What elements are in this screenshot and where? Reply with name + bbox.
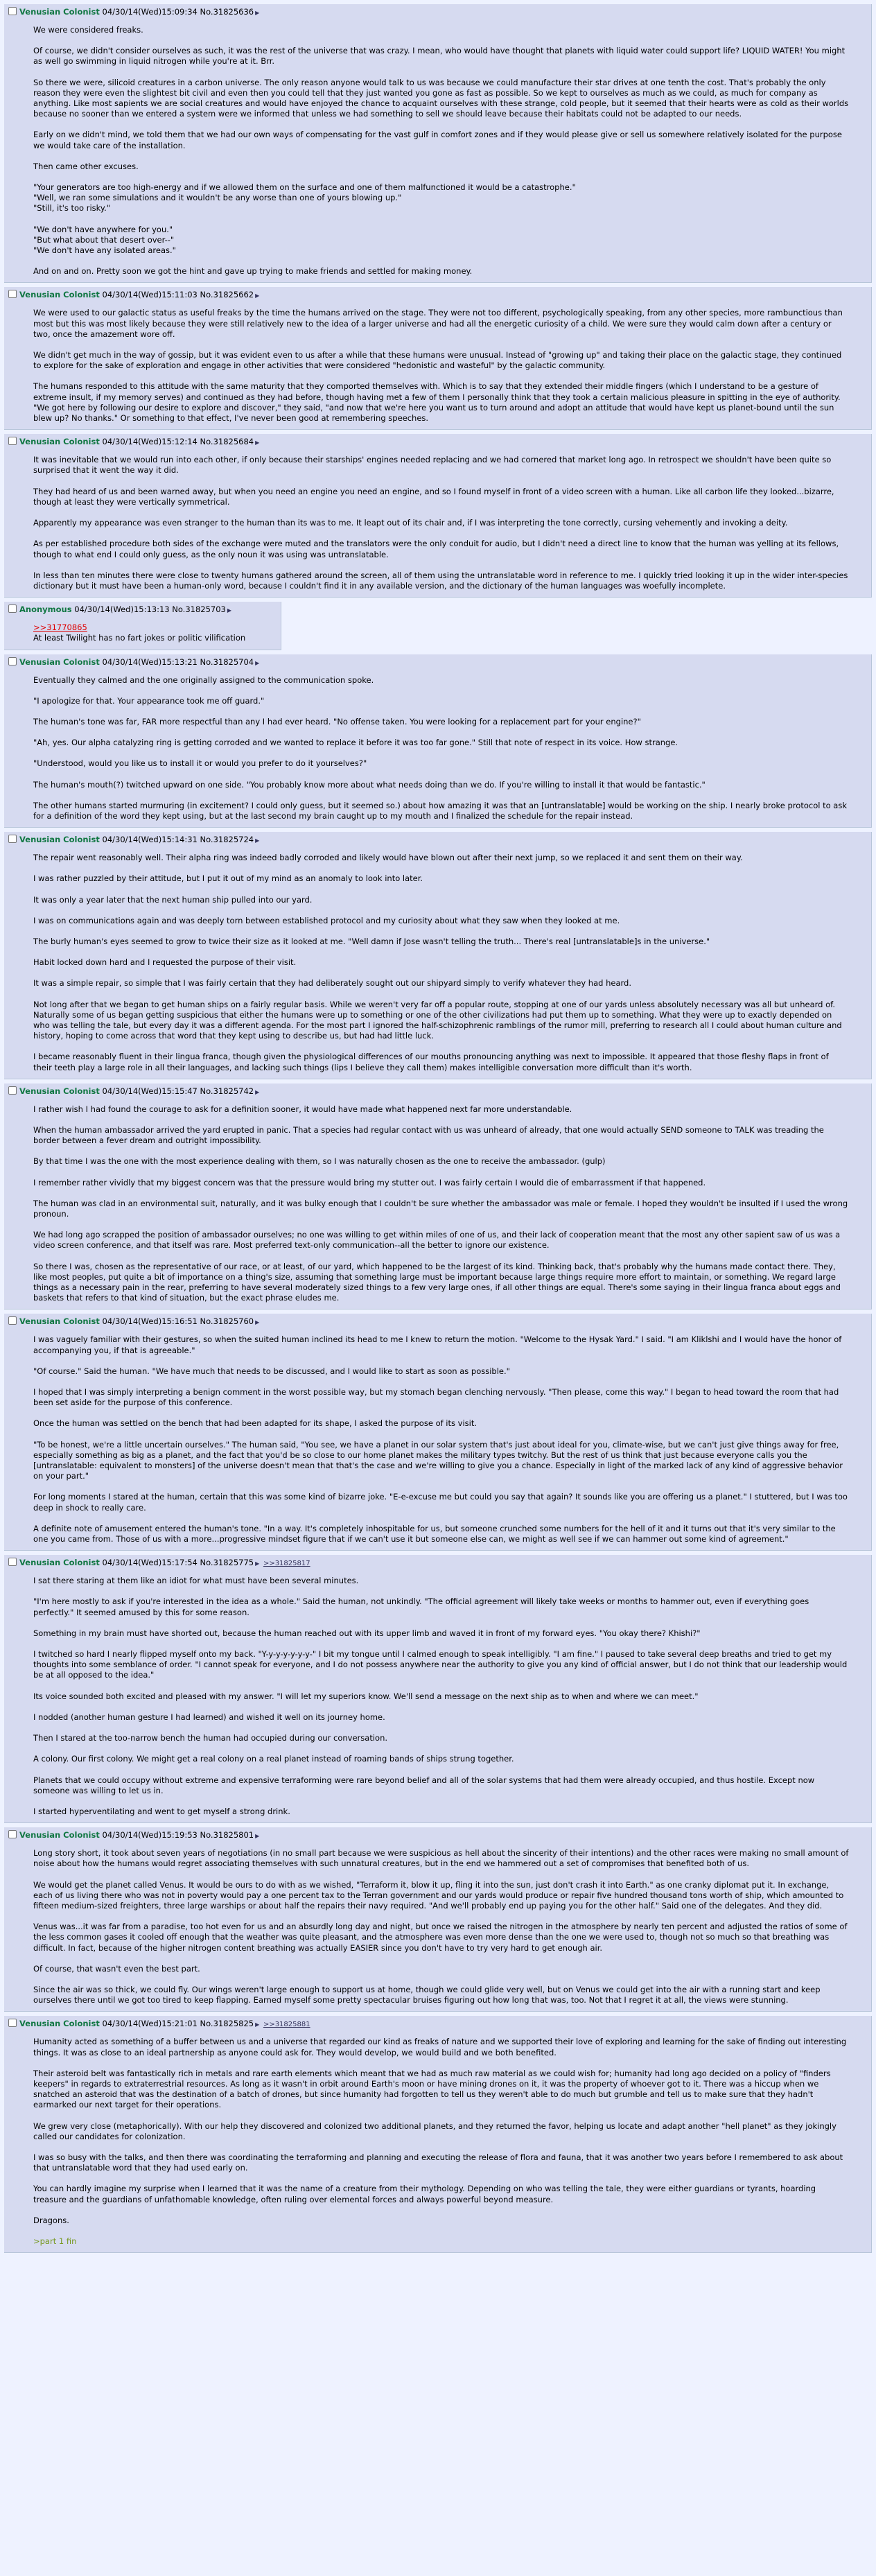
- message-paragraph: "I'm here mostly to ask if you're interested in the idea as a whole." Said the human, not unkindly. "The official agreement will likely take weeks or months to hammer out, even if everything goes perfectly." It seemed amused by this for some reason.: [33, 1596, 809, 1617]
- message-paragraph: Long story short, it took about seven years of negotiations (in no small part because we were suspicious as hell about the sincerity of their intentions) and the other races were making no small amount of noise about how the humans would regret associating themselves with such unnatural creatures, but in the end we hammered out a set of compromises that benefited both of us.: [33, 1848, 849, 1869]
- post-header: [8, 1830, 866, 1841]
- message-paragraph: "I apologize for that. Your appearance took me off guard.": [33, 695, 265, 706]
- message-paragraph: We had long ago scrapped the position of ambassador ourselves; no one was willing to get within miles of one of us, and their lack of cooperation meant that the most any other sapient saw of us was a video screen conference, and that itself was rare. Most preferred text-only communication--all the better to ignore our existence.: [33, 1230, 841, 1251]
- post-number[interactable]: No.31825801: [200, 1830, 254, 1840]
- post-checkbox[interactable]: [8, 437, 17, 445]
- post-menu-arrow-icon[interactable]: ▶: [255, 440, 260, 446]
- post-menu-arrow-icon[interactable]: ▶: [255, 1833, 260, 1840]
- post-datetime: 04/30/14(Wed)15:11:03: [102, 290, 198, 300]
- message-paragraph: For long moments I stared at the human, certain that this was some kind of bizarre joke. "E-e-excuse me but could you say that again? It sounds like you are offering us a planet." I stuttered, but I was too deep in shock to really care.: [33, 1492, 848, 1513]
- message-paragraph: I was rather puzzled by their attitude, but I put it out of my mind as an anomaly to look into later.: [33, 873, 423, 884]
- poster-name: Venusian Colonist: [19, 7, 100, 17]
- poster-name: Venusian Colonist: [19, 1086, 100, 1096]
- poster-name: Venusian Colonist: [19, 1316, 100, 1327]
- post-message: [33, 1576, 849, 1817]
- post-datetime: 04/30/14(Wed)15:13:21: [102, 656, 198, 667]
- post: [4, 1314, 872, 1551]
- post-checkbox[interactable]: [8, 1086, 17, 1095]
- poster-name: Anonymous: [19, 604, 72, 615]
- post-datetime: 04/30/14(Wed)15:13:13: [74, 604, 170, 615]
- message-paragraph: And on and on. Pretty soon we got the hint and gave up trying to make friends and settled for making money.: [33, 266, 473, 277]
- post-checkbox[interactable]: [8, 290, 17, 298]
- post-message: [33, 623, 259, 643]
- post-header: [8, 1558, 866, 1569]
- poster-name: Venusian Colonist: [19, 437, 100, 447]
- message-paragraph: They had heard of us and been warned away, but when you need an engine you need an engine, and so I found myself in front of a video screen with a human. Like all carbon life they looked...bizarre, though at least they were vertically symmetrical.: [33, 486, 834, 507]
- message-paragraph: I was vaguely familiar with their gestures, so when the suited human inclined its head to me I knew to return the motion. "Welcome to the Hysak Yard." I said. "I am Kliklshi and I would have the honor of accompanying you, if that is agreeable.": [33, 1334, 842, 1355]
- post-header: [8, 1316, 866, 1328]
- message-paragraph: Apparently my appearance was even stranger to the human than its was to me. It leapt out of its chair and, if I was interpreting the tone correctly, cursing vehemently and invoking a deity.: [33, 518, 788, 528]
- message-paragraph: I rather wish I had found the courage to ask for a definition sooner, it would have made what happened next far more understandable.: [33, 1104, 572, 1114]
- message-paragraph: It was inevitable that we would run into each other, if only because their starships' engines needed replacing and we had cornered that market long ago. In retrospect we shouldn't have been quite so surprised that it went the way it did.: [33, 455, 832, 476]
- message-paragraph: The human's mouth(?) twitched upward on one side. "You probably know more about what needs doing than we do. If you're willing to install it that would be fantastic.": [33, 779, 706, 790]
- message-paragraph: When the human ambassador arrived the yard erupted in panic. That a species had regular contact with us was unheard of already, that one would actually SEND someone to TALK was treading the border between a fever dream and outright impossibility.: [33, 1124, 824, 1146]
- post: [4, 654, 872, 828]
- message-paragraph: We would get the planet called Venus. It would be ours to do with as we wished, "Terraform it, blow it up, fling it into the sun, just don't crash it into Earth." as one cranky diplomat put it. In exchange, each of us living there who was not in poverty would pay a one percent tax to the Terran government and our yards would produce or repair five hundred thousand tons worth of ship, which amounted to fifteen medium-sized freighters, three large warships or about half the repairs their navy required. "And we'll probably end up paying you for the other half." Said one of the delegates. And they did.: [33, 1879, 844, 1911]
- message-paragraph: "Understood, would you like us to install it or would you prefer to do it yourselves?": [33, 758, 367, 769]
- message-paragraph: So there I was, chosen as the representative of our race, or at least, of our yard, which happened to be the largest of its kind. Thinking back, that's probably why the humans made contact there. They, like most peoples, put quite a bit of importance on a thing's size, assuming that something large must be important because large things require more effort to maintain, or something. We regard large things as a necessary pain in the rear, preferring to have several moderately sized things to a few very large ones, if all other things are equal. There's some saying in their lingua franca about eggs and baskets that refers to that kind of situation, but the exact phrase eludes me.: [33, 1261, 841, 1303]
- post-menu-arrow-icon[interactable]: ▶: [255, 293, 260, 299]
- post-header: [8, 657, 866, 668]
- message-paragraph: I hoped that I was simply interpreting a benign comment in the worst possible way, but my stomach began clenching nervously. "Then please, come this way." I began to head toward the room that had been set aside for the purpose of this conference.: [33, 1387, 839, 1408]
- post-menu-arrow-icon[interactable]: ▶: [255, 659, 260, 666]
- message-paragraph: In less than ten minutes there were close to twenty humans gathered around the screen, all of them using the untranslatable word in reference to me. I quickly tried looking it up in the wider inter-species dictionary but it must have been a human-only word, because I couldn't find it in any available version, and the dictionary of the human languages was woefully incomplete.: [33, 570, 848, 591]
- message-paragraph: The burly human's eyes seemed to grow to twice their size as it looked at me. "Well damn if Jose wasn't telling the truth... There's real [untranslatable]s in the universe.": [33, 936, 710, 946]
- post: [4, 832, 872, 1079]
- post-header: [8, 290, 866, 301]
- post: [4, 434, 872, 598]
- poster-name: Venusian Colonist: [19, 656, 100, 667]
- quote-line: [33, 623, 259, 633]
- message-paragraph: Not long after that we began to get human ships on a fairly regular basis. While we weren't very far off a popular route, stopping at one of our yards unless absolutely necessary was all but unheard of. Naturally some of us began getting suspicious that either the humans were up to something or one of the other civilizations had put them up to something. What they were up to exactly depended on who was telling the tale, but every day it was a different agenda. For the most part I ignored the half-schizophrenic ramblings of the rumor mill, preferring to research all I could about human culture and history, hoping to come across that word that they kept using to describe us, but had had little luck.: [33, 999, 842, 1041]
- post-message: [33, 853, 849, 1073]
- message-paragraph: Planets that we could occupy without extreme and expensive terraforming were rare beyond belief and all of the solar systems that had them were already occupied, and thus hostile. Except now someone was willing to let us in.: [33, 1775, 815, 1795]
- post-menu-arrow-icon[interactable]: ▶: [255, 1088, 260, 1095]
- poster-name: Venusian Colonist: [19, 2019, 100, 2029]
- post-number[interactable]: No.31825825: [200, 2019, 254, 2029]
- post-number[interactable]: No.31825775: [200, 1558, 254, 1568]
- message-paragraph: Dragons.: [33, 2215, 69, 2225]
- message-paragraph: It was a simple repair, so simple that I was fairly certain that they had deliberately sought out our shipyard simply to verify whatever they had heard.: [33, 978, 631, 989]
- post-message: [33, 308, 849, 424]
- post-message: [33, 1104, 849, 1304]
- post-menu-arrow-icon[interactable]: ▶: [255, 1319, 260, 1326]
- post-number[interactable]: No.31825760: [200, 1316, 254, 1327]
- message-paragraph: A definite note of amusement entered the human's tone. "In a way. It's completely inhospitable for us, but someone crunched some numbers for the hell of it and it turns out that it's very similar to the one you came from. Those of us with a more...progressive mindset figure that if we can't use it but someone else can, we might as well see if we can hammer out some kind of agreement.": [33, 1523, 836, 1544]
- message-paragraph: The repair went reasonably well. Their alpha ring was indeed badly corroded and likely would have blown out after their next jump, so we replaced it and sent them on their way.: [33, 853, 743, 863]
- message-paragraph: So there we were, silicoid creatures in a carbon universe. The only reason anyone would talk to us was because we could manufacture their star drives at one tenth the cost. That's probably the only reason they were even the slightest bit civil and even then you could tell that they just wanted you gone as fast as possible. So we kept to ourselves as much as we could, as much for company as anything. Like most sapients we are social creatures and would have enjoyed the chance to acquaint ourselves with these strange, cold people, but it seemed that their hearts were as cold as their worlds because no sooner than we entered a system were we informed that unless we had something to sell we should leave because their habitats could not be adapted to our needs.: [33, 77, 849, 119]
- post-checkbox[interactable]: [8, 1316, 17, 1325]
- greentext-line: >part 1 fin: [33, 2236, 77, 2246]
- post-datetime: 04/30/14(Wed)15:21:01: [102, 2019, 198, 2029]
- post-header: [8, 835, 866, 846]
- post-number[interactable]: No.31825662: [200, 290, 254, 300]
- message-paragraph: I nodded (another human gesture I had learned) and wished it well on its journey home.: [33, 1712, 385, 1722]
- backlink[interactable]: >>31825817: [263, 1560, 310, 1568]
- message-paragraph: I became reasonably fluent in their lingua franca, though given the physiological differences of our mouths pronouncing anything was next to impossible. It appeared that those fleshy flaps in front of their teeth play a large role in all their languages, and lacking such things (lips I believe they call them) makes intelligible conversation more difficult than it's worth.: [33, 1052, 829, 1072]
- post: [4, 602, 281, 650]
- post-datetime: 04/30/14(Wed)15:17:54: [102, 1558, 198, 1568]
- poster-name: Venusian Colonist: [19, 1830, 100, 1840]
- message-paragraph: At least Twilight has no fart jokes or politic vilification: [33, 633, 246, 643]
- post: [4, 287, 872, 430]
- post-menu-arrow-icon[interactable]: ▶: [255, 837, 260, 844]
- message-paragraph: Of course, we didn't consider ourselves as such, it was the rest of the universe that was crazy. I mean, who would have thought that planets with liquid water could support life? LIQUID WATER! You might as well go swimming in liquid nitrogen while you're at it. Brr.: [33, 46, 846, 67]
- post-datetime: 04/30/14(Wed)15:14:31: [102, 835, 198, 845]
- message-paragraph: I was so busy with the talks, and then there was coordinating the terraforming and planning and executing the release of flora and fauna, that it was another two years before I remembered to ask about that untranslatable word that they had used early on.: [33, 2152, 843, 2173]
- post-checkbox[interactable]: [8, 835, 17, 843]
- message-paragraph: I twitched so hard I nearly flipped myself onto my back. "Y-y-y-y-y-y-y-" I bit my tongue until I calmed enough to speak intelligibly. "I am fine." I paused to take several deep breaths and tried to get my thoughts into some semblance of order. "I cannot speak for everyone, and I do not possess anywhere near the authority to give you any kind of official answer, but I do not think that our leadership would be at all opposed to the idea.": [33, 1649, 848, 1680]
- message-paragraph: Once the human was settled on the bench that had been adapted for its shape, I asked the purpose of its visit.: [33, 1418, 478, 1429]
- post: [4, 1084, 872, 1310]
- post: [4, 4, 872, 283]
- post-header: [8, 604, 275, 616]
- post-menu-arrow-icon[interactable]: ▶: [255, 2021, 260, 2028]
- message-paragraph: Its voice sounded both excited and pleased with my answer. "I will let my superiors know. We'll send a message on the next ship as to when and where we can meet.": [33, 1691, 699, 1701]
- post-checkbox[interactable]: [8, 604, 17, 613]
- post-menu-arrow-icon[interactable]: ▶: [227, 607, 232, 614]
- message-paragraph: Of course, that wasn't even the best part.: [33, 1963, 200, 1974]
- message-paragraph: Venus was...it was far from a paradise, too hot even for us and an absurdly long day and night, but once we raised the nitrogen in the atmosphere by nearly ten percent and adjusted the ratios of some of the less common gases it cooled off enough that the weather was quite pleasant, and the atmosphere was even more dense than the one we were used to, though not so much so that breathing was difficult. In fact, because of the higher nitrogen content breathing was actually EASIER since you don't have to try very hard to get enough air.: [33, 1922, 848, 1953]
- post-number[interactable]: No.31825724: [200, 835, 254, 845]
- message-paragraph: I remember rather vividly that my biggest concern was that the pressure would bring my stutter out. I was fairly certain I would die of embarrassment if that happened.: [33, 1177, 706, 1187]
- message-paragraph: I was on communications again and was deeply torn between established protocol and my curiosity about what they saw when they looked at me.: [33, 915, 620, 925]
- message-paragraph: I sat there staring at them like an idiot for what must have been several minutes.: [33, 1576, 359, 1586]
- message-paragraph: "Your generators are too high-energy and if we allowed them on the surface and one of them malfunctioned it would be a catastrophe." "Well, we ran some simulations and it wouldn't be any worse than one of yours blowing up." "Still, it's too risky.": [33, 182, 576, 214]
- post-number[interactable]: No.31825684: [200, 437, 254, 447]
- message-paragraph: We grew very close (metaphorically). With our help they discovered and colonized two additional planets, and they returned the favor, helping us locate and adapt another "hell planet" as they jokingly called our candidates for colonization.: [33, 2121, 836, 2141]
- post-checkbox[interactable]: [8, 657, 17, 665]
- message-paragraph: Habit locked down hard and I requested the purpose of their visit.: [33, 957, 297, 968]
- post-number[interactable]: No.31825703: [172, 604, 226, 615]
- post-message: [33, 1334, 849, 1544]
- post-header: [8, 7, 866, 18]
- post-checkbox[interactable]: [8, 7, 17, 15]
- post: [4, 2016, 872, 2253]
- message-paragraph: Early on we didn't mind, we told them that we had our own ways of compensating for the vast gulf in comfort zones and if they would please give or sell us somewhere relatively isolated for the purpose we would take care of the installation.: [33, 130, 842, 150]
- post-header: [8, 1086, 866, 1097]
- post-datetime: 04/30/14(Wed)15:12:14: [102, 437, 198, 447]
- post-menu-arrow-icon[interactable]: ▶: [255, 10, 260, 16]
- post-datetime: 04/30/14(Wed)15:16:51: [102, 1316, 198, 1327]
- message-paragraph: Humanity acted as something of a buffer between us and a universe that regarded our kind as freaks of nature and we supported their love of exploring and learning for the sake of finding out interesting things. It was as close to an ideal partnership as anyone could ask for. They would develop, we would build and we both benefited.: [33, 2037, 847, 2057]
- post-datetime: 04/30/14(Wed)15:15:47: [102, 1086, 198, 1096]
- post-header: [8, 2019, 866, 2030]
- message-paragraph: It was only a year later that the next human ship pulled into our yard.: [33, 894, 313, 905]
- message-paragraph: "Ah, yes. Our alpha catalyzing ring is getting corroded and we wanted to replace it before it was too far gone." Still that note of respect in its voice. How strange.: [33, 738, 678, 748]
- post-number[interactable]: No.31825742: [200, 1086, 254, 1096]
- message-paragraph: By that time I was the one with the most experience dealing with them, so I was naturally chosen as the one to receive the ambassador. (gulp): [33, 1156, 606, 1167]
- message-paragraph: Then came other excuses.: [33, 161, 139, 171]
- post-checkbox[interactable]: [8, 2019, 17, 2027]
- backlink[interactable]: >>31825881: [263, 2021, 310, 2029]
- message-paragraph: You can hardly imagine my surprise when I learned that it was the name of a creature from their mythology. Depending on who was telling the tale, they were either guardians or tyrants, hoarding treasure and the guardians of unfathomable knowledge, often ruling over elemental forces and always powerful beyond measure.: [33, 2184, 816, 2204]
- quote-link[interactable]: >>31770865: [33, 623, 87, 633]
- message-paragraph: A colony. Our first colony. We might get a real colony on a real planet instead of roaming bands of ships strung together.: [33, 1754, 514, 1764]
- message-paragraph: Something in my brain must have shorted out, because the human reached out with its upper limb and waved it in front of my forward eyes. "You okay there? Khishi?": [33, 1628, 701, 1638]
- poster-name: Venusian Colonist: [19, 1558, 100, 1568]
- post-header: [8, 437, 866, 448]
- post: [4, 1827, 872, 2012]
- message-paragraph: The other humans started murmuring (in excitement? I could only guess, but it seemed so.) about how amazing it was that an [untranslatable] would be working on the ship. I nearly broke protocol to ask for a definition of the word they kept using, but at the last second my brain caught up to my mouth and I finalized the schedule for the repair instead.: [33, 800, 847, 821]
- post-message: [33, 25, 849, 277]
- post-message: [33, 675, 849, 822]
- poster-name: Venusian Colonist: [19, 835, 100, 845]
- post-message: [33, 2037, 849, 2247]
- message-paragraph: Since the air was so thick, we could fly. Our wings weren't large enough to support us at home, though we could glide very well, but on Venus we could get into the air with a running start and keep ourselves there until we got too tired to keep flapping. Earned myself some pretty spectacular bruises figuring out how long that was, too. Not that I regret it at all, the views were stunning.: [33, 1984, 821, 2005]
- post-checkbox[interactable]: [8, 1830, 17, 1838]
- message-paragraph: "Of course." Said the human. "We have much that needs to be discussed, and I would like to start as soon as possible.": [33, 1366, 510, 1376]
- post-number[interactable]: No.31825636: [200, 7, 254, 17]
- message-paragraph: We were considered freaks.: [33, 25, 143, 35]
- post-datetime: 04/30/14(Wed)15:09:34: [102, 7, 198, 17]
- post-message: [33, 455, 849, 591]
- post-number[interactable]: No.31825704: [200, 656, 254, 667]
- message-paragraph: "We don't have anywhere for you." "But what about that desert over--" "We don't have any isolated areas.": [33, 224, 176, 256]
- message-paragraph: Then I stared at the too-narrow bench the human had occupied during our conversation.: [33, 1733, 388, 1743]
- message-paragraph: Their asteroid belt was fantastically rich in metals and rare earth elements which meant that we had as much raw material as we could wish for; humanity had long ago decided on a policy of "finders keepers" in regards to extraterrestrial resources. As long as it wasn't in orbit around Earth's moon or have mining drones on it, it was the property of whoever got to it. There was a hiccup when we snatched an asteroid that was the destination of a batch of drones, but since humanity had forgotten to tell us they weren't able to do much but grumble and tell us to make sure that they hadn't earmarked our next target for their operations.: [33, 2068, 831, 2110]
- message-paragraph: We didn't get much in the way of gossip, but it was evident even to us after a while that these humans were unusual. Instead of "growing up" and taking their place on the galactic stage, they continued to explore for the sake of exploration and engage in other activities that were considered "hedonistic and wasteful" by the galactic community.: [33, 350, 842, 371]
- post-menu-arrow-icon[interactable]: ▶: [255, 1560, 260, 1567]
- message-paragraph: I started hyperventilating and went to get myself a strong drink.: [33, 1806, 290, 1816]
- post-checkbox[interactable]: [8, 1558, 17, 1566]
- post-datetime: 04/30/14(Wed)15:19:53: [102, 1830, 198, 1840]
- message-paragraph: The human's tone was far, FAR more respectful than any I had ever heard. "No offense taken. You were looking for a replacement part for your engine?": [33, 716, 641, 726]
- message-paragraph: We were used to our galactic status as useful freaks by the time the humans arrived on the stage. They were not too different, psychologically speaking, from any other species, more rambunctious than most but this was most likely because they were still relatively new to the idea of a larger universe and had all the energetic curiosity of a child. We were sure they would calm down after a century or two, once the amazement wore off.: [33, 308, 843, 339]
- message-paragraph: The human was clad in an environmental suit, naturally, and it was bulky enough that I couldn't be sure whether the ambassador was male or female. I hoped they wouldn't be insulted if I used the wrong pronoun.: [33, 1198, 848, 1219]
- message-paragraph: As per established procedure both sides of the exchange were muted and the translators were the only conduit for audio, but I didn't need a direct line to know that the human was yelling at its fellows, though to what end I could only guess, as the only noun it was using was untranslatable.: [33, 539, 839, 559]
- message-paragraph: The humans responded to this attitude with the same maturity that they comported themselves with. Which is to say that they extended their middle fingers (which I understand to be a gesture of extreme insult, if my memory serves) and continued as they had before, though having met a few of them I personally think that they took a certain malicious pleasure in spitting in the eye of authority. "We got here by following our desire to explore and discover," they said, "and now that we're here you want us to turn around and adopt an attitude that would have kept us planet-bound until the sun blew up? No thanks." Or something to that effect, I've never been good at remembering speeches.: [33, 381, 841, 424]
- post: [4, 1555, 872, 1823]
- poster-name: Venusian Colonist: [19, 290, 100, 300]
- message-paragraph: Eventually they calmed and the one originally assigned to the communication spoke.: [33, 675, 374, 685]
- post-message: [33, 1848, 849, 2005]
- message-paragraph: "To be honest, we're a little uncertain ourselves." The human said, "You see, we have a planet in our solar system that's just about ideal for you, climate-wise, but we can't just give things away for free, especially something as big as a planet, and the fact that you'd be so close to our home planet makes the military types twitchy. But the rest of us think that just because everyone calls you the [untranslatable: equivalent to monsters] of the universe doesn't mean that that's the case and we're willing to give you a chance. Especially in light of the marked lack of any kind of aggressive behavior on your part.": [33, 1439, 843, 1481]
